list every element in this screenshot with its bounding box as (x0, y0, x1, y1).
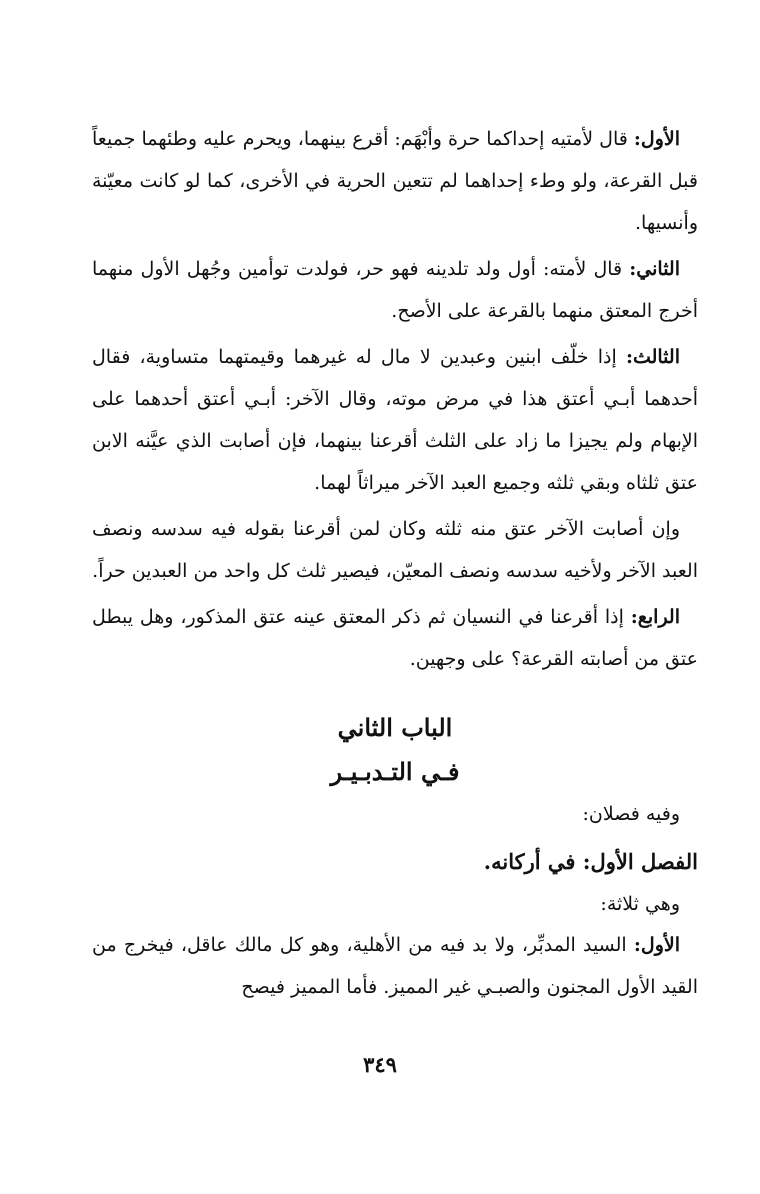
paragraph-fifth (92, 596, 698, 680)
paragraph-text: السيد المدبِّر، ولا بد فيه من الأهلية، وهو كل مالك عاقل، فيخرج من القيد الأول المجنون والصبـي غير المميز. فأما المميز فيصح (92, 934, 698, 998)
paragraph-text: قال لأمتيه إحداكما حرة وأبْهَم: أقرع بينهما، ويحرم عليه وطئهما جميعاً قبل القرعة، ولو وطء إحداهما لم تتعين الحرية في الأخرى، كما لو كانت معيّنة وأنسيها. (92, 128, 698, 234)
paragraph-text: وإن أصابت الآخر عتق منه ثلثه وكان لمن أقرعنا بقوله فيه سدسه ونصف العبد الآخر ولأخيه سدسه ونصف المعيّن، فيصير ثلث كل واحد من العبدين حراً. (92, 518, 698, 582)
paragraph-lead: الرابع: (630, 606, 680, 628)
paragraph-lead: الأول: (633, 128, 680, 150)
section-intro: وهي ثلاثة: (600, 893, 680, 915)
paragraph-lead: الثالث: (625, 346, 680, 368)
section-title: الفصل الأول: في أركانه. (483, 849, 698, 874)
paragraph-final (92, 924, 698, 1008)
paragraph-second (92, 248, 698, 332)
page-number: ٣٤٩ (363, 1052, 397, 1077)
chapter-intro: وفيه فصلان: (582, 803, 680, 825)
chapter-title: الباب الثاني (337, 713, 453, 742)
paragraph-first (92, 118, 698, 244)
paragraph-text: قال لأمته: أول ولد تلدينه فهو حر، فولدت توأمين وجُهل الأول منهما أخرج المعتق منهما بالقرعة على الأصح. (92, 258, 698, 322)
paragraph-fourth (92, 508, 698, 592)
paragraph-text: إذا خلّف ابنين وعبدين لا مال له غيرهما وقيمتهما متساوية، فقال أحدهما أبـي أعتق هذا في مرض موته، وقال الآخر: أبـي أعتق أحدهما على الإبهام ولم يجيزا ما زاد على الثلث أقرعنا بينهما، فإن أصابت الذي عيَّنه الابن عتق ثلثاه وبقي ثلثه وجميع العبد الآخر ميراثاً لهما. (92, 346, 698, 494)
paragraph-lead: الأول: (633, 934, 680, 956)
paragraph-lead: الثاني: (629, 258, 680, 280)
paragraph-text: إذا أقرعنا في النسيان ثم ذكر المعتق عينه عتق المذكور، وهل يبطل عتق من أصابته القرعة؟ على وجهين. (92, 606, 698, 670)
chapter-subtitle: فـي التـدبـيـر (330, 757, 460, 786)
paragraph-third (92, 336, 698, 504)
